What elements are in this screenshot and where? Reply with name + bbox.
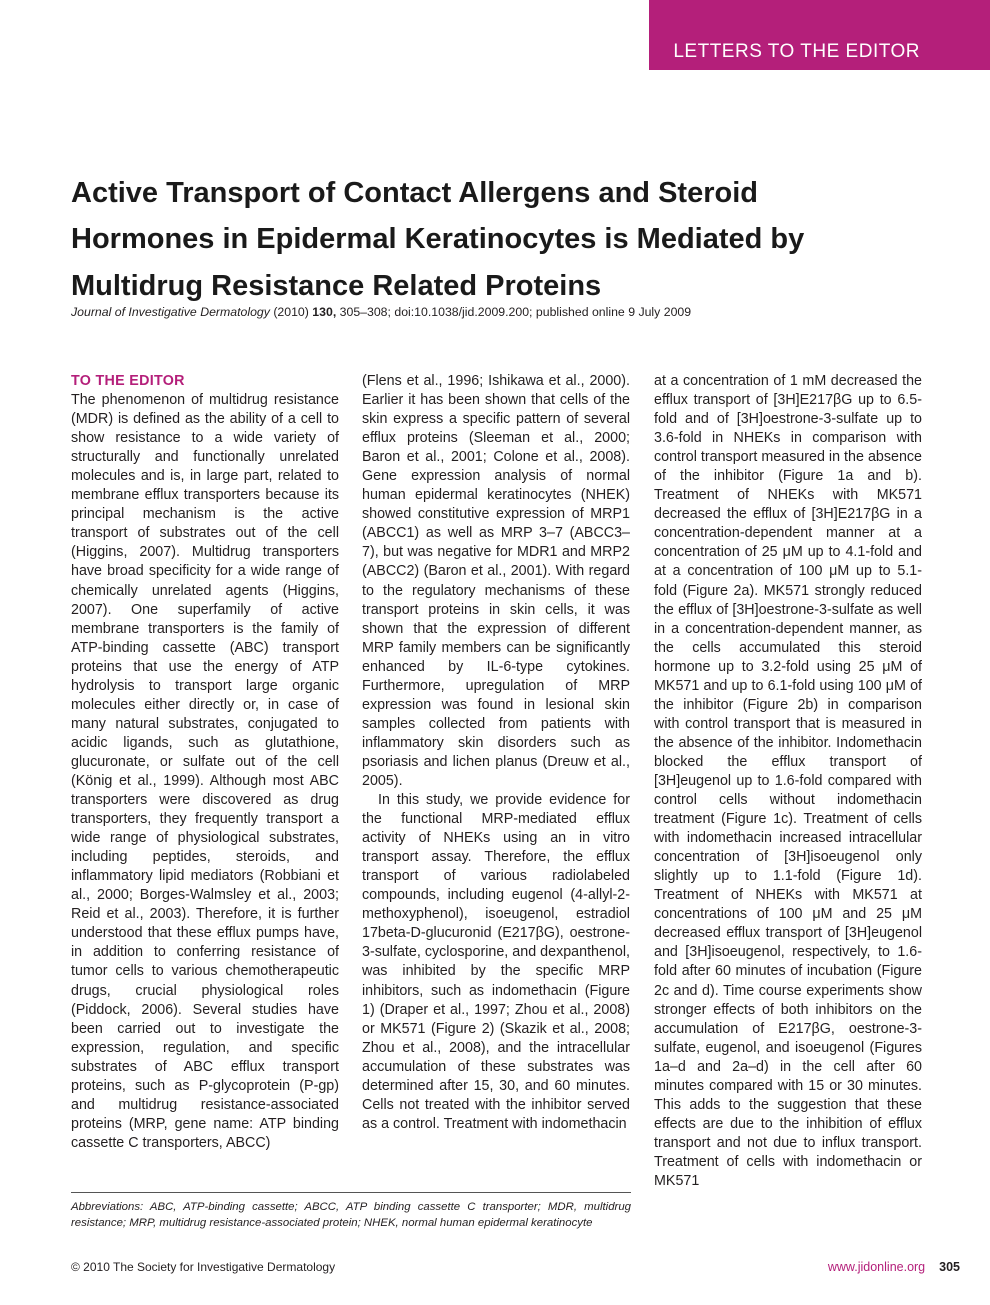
citation-volume: 130, xyxy=(312,305,337,319)
citation-year: (2010) xyxy=(269,305,313,319)
body-paragraph-2: (Flens et al., 1996; Ishikawa et al., 2000). Earlier it has been shown that cells of the skin express a specific pattern of several efflux proteins (Sleeman et al., 2000; Baron et al., 2001; Colone et al., 2008). Gene expression analysis of normal human epidermal keratinocytes (NHEK) showed constitutive expression of MRP1 (ABCC1) as well as MRP 3–7 (ABCC3–7), but was negative for MDR1 and MRP2 (ABCC2) (Baron et al., 2001). With regard to the regulatory mechanisms of these transport proteins in skin cells, it was shown that the expression of different MRP family members can be significantly enhanced by IL-6-type cytokines. Furthermore, upregulation of MRP expression was found in lesional skin samples collected from patients with inflammatory skin disorders such as psoriasis and lichen planus (Dreuw et al., 2005). xyxy=(362,373,630,789)
text-column-3 xyxy=(654,372,922,1191)
body-paragraph-4: at a concentration of 1 mM decreased the efflux transport of [3H]E217βG up to 6.5-fold and of [3H]oestrone-3-sulfate up to 3.6-fold in NHEKs in comparison with control transport measured in the absence of the inhibitor (Figure 1a and b). Treatment of NHEKs with MK571 decreased the efflux of [3H]E217βG in a concentration-dependent manner at a concentration of 25 μM up to 4.1-fold and at a concentration of 100 μM up to 5.1-fold (Figure 2a). MK571 strongly reduced the efflux of [3H]oestrone-3-sulfate as well in a concentration-dependent manner, as the cells accumulated this steroid hormone up to 3.2-fold using 25 μM of MK571 and up to 6.1-fold using 100 μM of the inhibitor (Figure 2b) in comparison with control transport that is measured in the absence of the inhibitor. Indomethacin blocked the efflux transport of [3H]eugenol up to 1.6-fold compared with control cells without indomethacin treatment (Figure 1c). Treatment of cells with indomethacin increased intracellular concentration of [3H]isoeugenol only slightly up to 1.1-fold (Figure 1d). Treatment of NHEKs with MK571 at concentrations of 100 μM and 25 μM decreased efflux transport of [3H]eugenol and [3H]isoeugenol, respectively, to 1.6-fold after 60 minutes of incubation (Figure 2c and d). Time course experiments show stronger effects of both inhibitors on the accumulation of E217βG, oestrone-3-sulfate, eugenol, and isoeugenol (Figures 1a–d and 2a–d) in the cell after 60 minutes compared with 15 or 30 minutes. This adds to the suggestion that these effects are due to the inhibition of efflux transport and not due to influx transport. Treatment of cells with indomethacin or MK571 xyxy=(654,373,922,1189)
section-heading: TO THE EDITOR xyxy=(71,373,185,389)
citation-line xyxy=(71,305,691,319)
page-footer-right xyxy=(828,1260,960,1274)
footnote-divider xyxy=(71,1192,631,1193)
body-paragraph-3: In this study, we provide evidence for the functional MRP-mediated efflux activity of NHEKs using an in vitro transport assay. Therefore, the efflux transport of various radiolabeled compounds, including eugenol (4-allyl-2-methoxyphenol), isoeugenol, estradiol 17beta-D-glucuronid (E217βG), oestrone-3-sulfate, cyclosporine, and dexpanthenol, was inhibited by the specific MRP inhibitors, such as indomethacin (Figure 1) (Draper et al., 1997; Zhou et al., 2008) or MK571 (Figure 2) (Skazik et al., 2008; Zhou et al., 2008), and the intracellular accumulation of these substrates was determined after 15, 30, and 60 minutes. Cells not treated with the inhibitor served as a control. Treatment with indomethacin xyxy=(362,792,630,1132)
text-column-2 xyxy=(362,372,630,1134)
section-banner xyxy=(649,0,990,70)
journal-website-link[interactable]: www.jidonline.org xyxy=(827,1260,926,1274)
text-column-1 xyxy=(71,372,339,1153)
page-number: 305 xyxy=(939,1260,960,1274)
body-paragraph-1: The phenomenon of multidrug resistance (MDR) is defined as the ability of a cell to show resistance to a wide variety of structurally and functionally unrelated molecules and is, in large part, related to membrane efflux transporters because its principal mechanism is the active transport of substrates out of the cell (Higgins, 2007). Multidrug transporters have broad specificity for a wide range of chemically unrelated agents (Higgins, 2007). One superfamily of active membrane transporters is the family of ATP-binding cassette (ABC) transport proteins that use the energy of ATP hydrolysis to transport large organic molecules either directly or, in case of many natural substrates, conjugated to acidic ligands, such as glutathione, glucuronate, or sulfate out of the cell (König et al., 1999). Although most ABC transporters were discovered as drug transporters, they frequently transport a wide range of physiological substrates, including peptides, steroids, and inflammatory lipid mediators (Robbiani et al., 2000; Borges-Walmsley et al., 2003; Reid et al., 2003). Therefore, it is further understood that these efflux pumps have, in addition to conferring resistance of tumor cells to various chemotherapeutic drugs, crucial physiological roles (Piddock, 2006). Several studies have been carried out to investigate the expression, regulation, and specific substrates of ABC efflux transport proteins, such as P-glycoprotein (P-gp) and multidrug resistance-associated proteins (MRP, gene name: ATP binding cassette C transporters, ABCC) xyxy=(71,392,339,1151)
article-title: Active Transport of Contact Allergens and Steroid Hormones in Epidermal Keratinocytes is Mediated by Multidrug Resistance Related Proteins xyxy=(71,177,805,302)
copyright-notice: © 2010 The Society for Investigative Dermatology xyxy=(71,1260,336,1274)
citation-details: 305–308; doi:10.1038/jid.2009.200; published online 9 July 2009 xyxy=(336,305,692,319)
journal-name: Journal of Investigative Dermatology xyxy=(71,305,270,319)
section-banner-label: LETTERS TO THE EDITOR xyxy=(673,41,920,62)
abbreviations-footnote: Abbreviations: ABC, ATP-binding cassette; ABCC, ATP binding cassette C transporter; MDR, multidrug resistance; MRP, multidrug resistance-associated protein; NHEK, normal human epidermal keratinocyte xyxy=(71,1201,631,1229)
